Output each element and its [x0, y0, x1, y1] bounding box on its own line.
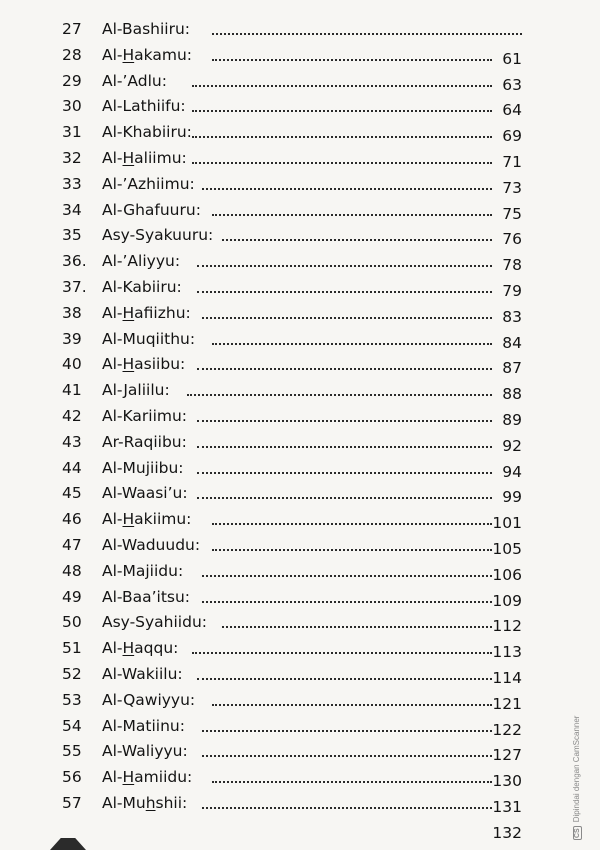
toc-entry-number: 32: [62, 149, 82, 167]
title-segment: H: [122, 510, 135, 529]
title-segment: Al-Waasi’u:: [102, 484, 188, 503]
toc-entry-number: 35: [62, 226, 82, 245]
title-segment: Al-Ghafuuru:: [102, 200, 201, 219]
dot-leader: [197, 678, 492, 680]
title-segment: akiimu:: [134, 510, 192, 529]
toc-entry: [62, 480, 522, 506]
toc-entry-number: 52: [62, 665, 82, 683]
toc-entry-title: [102, 506, 191, 532]
toc-entry-number: 46: [62, 510, 82, 529]
toc-entry-number: 42: [62, 407, 82, 425]
toc-entry-number: 33: [62, 174, 82, 193]
dot-leader: [202, 317, 492, 319]
toc-entry-title: [102, 635, 178, 661]
toc-entry: [62, 145, 522, 171]
toc-entry-title: [102, 738, 188, 764]
title-segment: aliimu:: [134, 149, 187, 167]
title-segment: Al-Jaliilu:: [102, 381, 170, 400]
toc-entry: [62, 687, 522, 713]
title-segment: amiidu:: [134, 768, 193, 787]
toc-entry-page: 75: [502, 204, 522, 223]
toc-entry-number: 41: [62, 381, 82, 400]
title-segment: Al-Waliyyu:: [102, 742, 188, 761]
toc-entry: [62, 429, 522, 455]
dot-leader: [192, 110, 492, 112]
title-segment: Al-: [102, 355, 123, 374]
toc-entry-title: [102, 300, 191, 326]
toc-entry: [62, 300, 522, 326]
toc-entry-title: [102, 661, 183, 687]
toc-entry-number: 38: [62, 303, 82, 322]
dot-leader: [192, 652, 492, 654]
dot-leader: [197, 497, 492, 499]
toc-entry-number: 47: [62, 536, 82, 554]
title-segment: H: [122, 303, 135, 322]
toc-entry-page: 101: [492, 514, 522, 533]
title-segment: Al-: [102, 149, 123, 167]
toc-entry-number: 48: [62, 561, 82, 580]
title-segment: Al-Majiidu:: [102, 561, 184, 580]
toc-entry-number: 28: [62, 45, 82, 64]
toc-entry: [62, 248, 522, 274]
toc-entry-title: [102, 145, 187, 171]
toc-entry-number: 49: [62, 587, 82, 606]
title-segment: H: [122, 768, 135, 787]
title-segment: h: [145, 794, 156, 812]
toc-entry-page: 94: [502, 462, 522, 481]
toc-entry-page: 73: [502, 178, 522, 197]
toc-entry-number: 44: [62, 458, 82, 477]
toc-entry-page: 105: [492, 540, 522, 558]
toc-entry-title: [102, 119, 192, 145]
title-segment: Al-: [102, 303, 123, 322]
toc-entry: [62, 222, 522, 248]
toc-entry: [62, 532, 522, 558]
toc-entry: [62, 119, 522, 145]
toc-entry-page: 64: [502, 101, 522, 120]
title-segment: Al-Matiinu:: [102, 716, 185, 735]
watermark-text: Dipindai dengan CamScanner: [572, 715, 581, 823]
toc-entry-page: 109: [492, 591, 522, 610]
toc-entry-page: 114: [492, 669, 522, 687]
toc-entry-page: 61: [502, 49, 522, 68]
toc-entry-page: 92: [502, 436, 522, 455]
toc-entry-page: 127: [492, 746, 522, 765]
dot-leader: [212, 59, 492, 61]
title-segment: Al-: [102, 639, 123, 658]
toc-entry: [62, 816, 522, 842]
toc-entry-page: 88: [502, 385, 522, 404]
toc-entry-page: 113: [492, 643, 522, 662]
dot-leader: [197, 265, 492, 267]
dot-leader: [212, 33, 522, 35]
toc-entry: [62, 609, 522, 635]
toc-entry-number: 36.: [62, 252, 87, 271]
toc-entry-title: [102, 429, 187, 455]
toc-entry-number: 29: [62, 71, 82, 90]
dot-leader: [192, 85, 492, 87]
toc-entry-page: 71: [502, 153, 522, 171]
toc-entry-title: [102, 351, 185, 377]
toc-entry-page: 106: [492, 565, 522, 584]
toc-entry-title: [102, 222, 213, 248]
toc-entry-title: [102, 93, 186, 119]
toc-entry-title: [102, 274, 182, 300]
toc-entry: [62, 351, 522, 377]
toc-entry: [62, 403, 522, 429]
toc-entry-number: 40: [62, 355, 82, 374]
toc-entry-page: 76: [502, 230, 522, 249]
toc-entry-number: 37.: [62, 278, 87, 296]
toc-entry-page: 84: [502, 333, 522, 352]
title-segment: Asy-Syahiidu:: [102, 613, 208, 632]
toc-entry-number: 39: [62, 329, 82, 348]
dot-leader: [202, 188, 492, 190]
title-segment: Al-Waduudu:: [102, 536, 201, 554]
toc-entry-number: 45: [62, 484, 82, 503]
toc-entry: [62, 93, 522, 119]
title-segment: Al-Baa’itsu:: [102, 587, 191, 606]
toc-entry-page: 99: [502, 488, 522, 507]
toc-entry-number: 27: [62, 20, 82, 38]
toc-entry-title: [102, 248, 180, 274]
title-segment: Al-Lathiifu:: [102, 97, 186, 116]
dot-leader: [202, 730, 492, 732]
toc-entry: [62, 42, 522, 68]
toc-entry-page: 69: [502, 127, 522, 146]
toc-entry-title: [102, 764, 192, 790]
toc-entry-title: [102, 377, 170, 403]
toc-entry-number: 50: [62, 613, 82, 632]
dot-leader: [197, 446, 492, 448]
toc-entry: [62, 738, 522, 764]
dot-leader: [212, 781, 492, 783]
toc-entry: [62, 68, 522, 94]
title-segment: H: [122, 355, 135, 374]
title-segment: Al-Bashiiru:: [102, 20, 191, 38]
toc-entry-title: [102, 68, 167, 94]
toc-entry-title: [102, 42, 192, 68]
toc-entry-page: 122: [492, 720, 522, 739]
dot-leader: [192, 162, 492, 164]
title-segment: Al-Wakiilu:: [102, 665, 183, 683]
title-segment: asiibu:: [134, 355, 186, 374]
toc-entry-title: [102, 713, 185, 739]
toc-entry-number: 30: [62, 97, 82, 116]
dot-leader: [212, 549, 492, 551]
toc-entry-page: 121: [492, 694, 522, 713]
toc-entry: [62, 326, 522, 352]
camscanner-watermark: [572, 716, 582, 840]
title-segment: Ar-Raqiibu:: [102, 432, 187, 451]
title-segment: Al-Qawiyyu:: [102, 690, 196, 709]
dot-leader: [197, 368, 492, 370]
toc-entry: [62, 584, 522, 610]
toc-entry-page: 132: [492, 823, 522, 842]
dot-leader: [197, 420, 492, 422]
toc-entry: [62, 790, 522, 816]
toc-entry-page: 63: [502, 75, 522, 94]
dot-leader: [192, 136, 492, 138]
toc-entry-number: 57: [62, 794, 82, 812]
dot-leader: [212, 704, 492, 706]
toc-entry: [62, 713, 522, 739]
toc-entry-title: [102, 532, 200, 558]
toc-entry: [62, 377, 522, 403]
title-segment: Al-’Azhiimu:: [102, 174, 195, 193]
camscanner-logo-icon: CS: [574, 828, 581, 838]
title-segment: shii:: [155, 794, 188, 812]
title-segment: H: [122, 45, 135, 64]
dot-leader: [202, 601, 492, 603]
toc-entry-title: [102, 558, 183, 584]
toc-entry-number: 51: [62, 639, 82, 658]
toc-entry-page: 130: [492, 772, 522, 791]
toc-entry-title: [102, 687, 195, 713]
dot-leader: [212, 214, 492, 216]
toc-entry: [62, 506, 522, 532]
toc-entry-number: 55: [62, 742, 82, 761]
title-segment: Al-Kabiiru:: [102, 278, 182, 296]
toc-entry-title: [102, 171, 195, 197]
title-segment: Asy-Syakuuru:: [102, 226, 214, 245]
toc-entry-number: 54: [62, 716, 82, 735]
toc-entry-title: [102, 480, 188, 506]
toc-entry-page: 89: [502, 411, 522, 429]
title-segment: afiizhu:: [134, 303, 191, 322]
dot-leader: [202, 755, 492, 757]
toc-entry-page: 87: [502, 359, 522, 378]
toc-entry: [62, 274, 522, 300]
toc-entry-page: 83: [502, 307, 522, 326]
title-segment: Al-: [102, 45, 123, 64]
dot-leader: [212, 343, 492, 345]
toc-entry-title: [102, 609, 207, 635]
title-segment: Al-Mu: [102, 794, 146, 812]
title-segment: Al-Khabiiru:: [102, 123, 192, 142]
toc-entry-title: [102, 584, 190, 610]
title-segment: H: [122, 149, 135, 167]
toc-entry: [62, 661, 522, 687]
title-segment: Al-: [102, 768, 123, 787]
toc-entry-title: [102, 790, 187, 816]
title-segment: Al-’Adlu:: [102, 71, 167, 90]
title-segment: H: [122, 639, 135, 658]
dot-leader: [187, 394, 492, 396]
title-segment: Al-Kariimu:: [102, 407, 188, 425]
toc-entry-title: [102, 16, 190, 42]
toc-entry-number: 31: [62, 123, 82, 142]
toc-entry-title: [102, 326, 195, 352]
title-segment: akamu:: [134, 45, 193, 64]
title-segment: Al-’Aliyyu:: [102, 252, 181, 271]
toc-entry: [62, 764, 522, 790]
toc-entry-number: 53: [62, 690, 82, 709]
toc-entry-title: [102, 197, 201, 223]
toc-entry: [62, 171, 522, 197]
dot-leader: [222, 239, 492, 241]
toc-entry: [62, 635, 522, 661]
title-segment: Al-: [102, 510, 123, 529]
toc-entry-page: 79: [502, 282, 522, 300]
toc-entry: [62, 197, 522, 223]
dot-leader: [222, 626, 492, 628]
title-segment: aqqu:: [134, 639, 179, 658]
toc-entry: [62, 455, 522, 481]
toc-entry-page: 78: [502, 256, 522, 275]
toc-entry: [62, 16, 522, 42]
toc-entry-number: 43: [62, 432, 82, 451]
toc-entry-number: 56: [62, 768, 82, 787]
toc-entry-number: 34: [62, 200, 82, 219]
toc-entry-title: [102, 403, 187, 429]
title-segment: Al-Muqiithu:: [102, 329, 196, 348]
toc-entry-page: 131: [492, 798, 522, 816]
toc-entry-page: 112: [492, 617, 522, 636]
dot-leader: [197, 472, 492, 474]
toc-entry-title: [102, 455, 184, 481]
dot-leader: [197, 291, 492, 293]
title-segment: Al-Mujiibu:: [102, 458, 184, 477]
toc-entry: [62, 558, 522, 584]
dot-leader: [212, 523, 492, 525]
dot-leader: [202, 807, 492, 809]
dot-leader: [202, 575, 492, 577]
